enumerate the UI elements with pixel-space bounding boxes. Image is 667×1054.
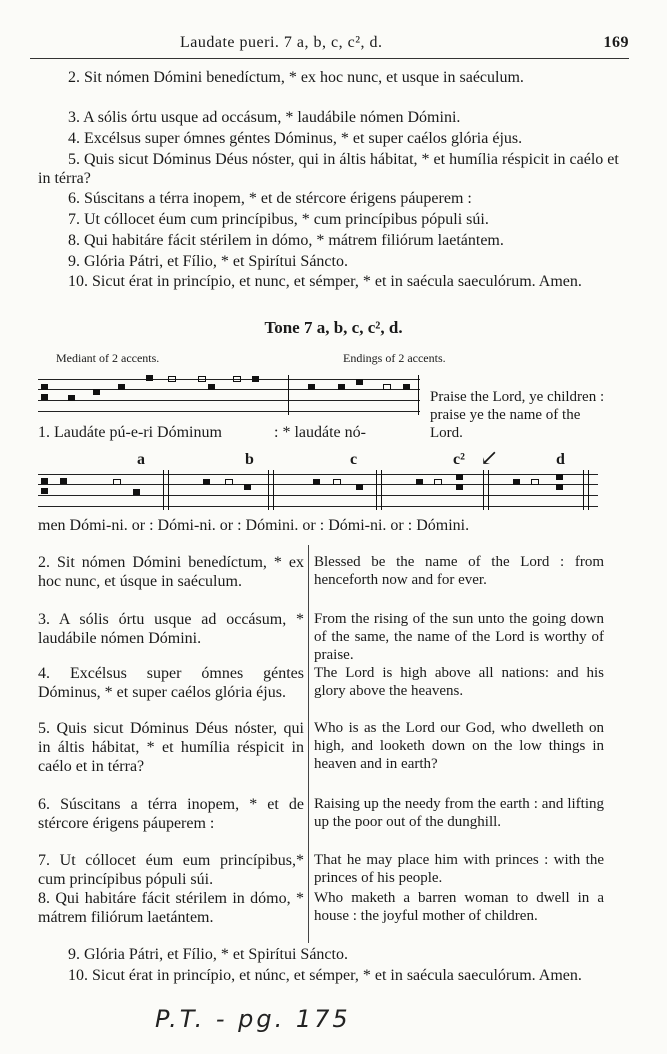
english-verse-4: The Lord is high above all nations: and his glory above the heavens. xyxy=(314,665,604,699)
latin-verse-6: 6. Súscitans a térra inopem, * et de stércore érigens páuperem : xyxy=(38,796,304,832)
c-clef xyxy=(41,384,48,390)
english-verse-6: Raising up the needy from the earth : and lifting up the poor out of the dunghill. xyxy=(314,796,604,830)
chant-staff-1 xyxy=(38,375,420,415)
verse-7: 7. Ut cóllocet éum cum princípibus, * cum princípibus pópuli súi. xyxy=(68,211,489,228)
english-verse-7: That he may place him with princes : with the princes of his people. xyxy=(314,852,604,886)
running-head xyxy=(30,34,629,56)
verse-10: 10. Sicut érat in princípio, et nunc, et sémper, * et in saécula saeculórum. Amen. xyxy=(68,273,582,290)
verse-6: 6. Súscitans a térra inopem, * et de stércore érigens páuperem : xyxy=(68,190,472,207)
ending-letter-c2: c² xyxy=(453,451,465,468)
verse-9-bottom: 9. Glória Pátri, et Fílio, * et Spirítui Sáncto. xyxy=(68,946,348,963)
header-rule xyxy=(30,58,629,59)
handwritten-note: P.T. - pg. 175 xyxy=(155,1005,351,1033)
verse-2: 2. Sit nómen Dómini benedíctum, * ex hoc nunc, et usque in saéculum. xyxy=(68,69,524,86)
ending-letter-c: c xyxy=(350,451,358,468)
column-divider xyxy=(308,545,309,943)
verse-9: 9. Glória Pátri, et Fílio, * et Spirítui Sáncto. xyxy=(68,253,348,270)
verse-8: 8. Qui habitáre fácit stérilem in dómo, * mátrem filiórum laetántem. xyxy=(68,232,504,249)
page-number: 169 xyxy=(603,34,629,51)
side-translation: Praise the Lord, ye children : praise ye the name of the Lord. xyxy=(430,389,605,441)
mediant-label: Mediant of 2 accents. xyxy=(56,351,160,365)
latin-verse-3: 3. A sólis órtu usque ad occásum, * laudábile nómen Dómini. xyxy=(38,611,304,647)
ending-letter-a: a xyxy=(137,451,145,468)
pencil-arrow-icon: ↙ xyxy=(480,445,499,470)
verse-4: 4. Excélsus super ómnes géntes Dóminus, * et super caélos glória éjus. xyxy=(68,130,523,147)
latin-verse-5: 5. Quis sicut Dóminus Déus nóster, qui in áltis hábitat, * et humília réspicit in caélo et in térra? xyxy=(38,720,304,775)
tone-heading: Tone 7 a, b, c, c², d. xyxy=(264,318,403,337)
staff2-lyrics: men Dómi-ni. or : Dómi-ni. or : Dómini. or : Dómi-ni. or : Dómini. xyxy=(38,517,470,534)
verse-10-bottom: 10. Sicut érat in princípio, et núnc, et sémper, * et in saécula saeculórum. Amen. xyxy=(68,967,582,984)
latin-verse-8: 8. Qui habitáre fácit stérilem in dómo, * mátrem filiórum laetántem. xyxy=(38,890,304,926)
latin-verse-2: 2. Sit nómen Dómini benedíctum, * ex hoc nunc, et úsque in saéculum. xyxy=(38,554,304,590)
endings-label: Endings of 2 accents. xyxy=(343,351,446,365)
english-verse-3: From the rising of the sun unto the going down of the same, the name of the Lord is worthy of praise. xyxy=(314,611,604,663)
ending-letter-b: b xyxy=(245,451,254,468)
latin-verse-7: 7. Ut cóllocet éum eum princípibus,* cum princípibus pópuli súi. xyxy=(38,852,304,888)
english-verse-5: Who is as the Lord our God, who dwelleth on high, and looketh down on the low things in heaven and in earth? xyxy=(314,720,604,772)
latin-verse-4: 4. Excélsus super ómnes géntes Dóminus, * et super caélos glória éjus. xyxy=(38,665,304,701)
staff1-flex-lyric: : * laudáte nó- xyxy=(274,424,366,441)
verse-3: 3. A sólis órtu usque ad occásum, * laudábile nómen Dómini. xyxy=(68,109,461,126)
english-verse-2: Blessed be the name of the Lord : from henceforth now and for ever. xyxy=(314,554,604,588)
verse-5: 5. Quis sicut Dóminus Déus nóster, qui in áltis hábitat, * et humília réspicit in caélo et in térra? xyxy=(38,151,619,187)
english-verse-8: Who maketh a barren woman to dwell in a house : the joyful mother of children. xyxy=(314,890,604,924)
c-clef-2 xyxy=(41,478,48,484)
chant-staff-2 xyxy=(38,470,598,510)
running-title: Laudate pueri. 7 a, b, c, c², d. xyxy=(180,34,383,51)
staff1-intonation-lyric: 1. Laudáte pú-e-ri Dóminum xyxy=(38,424,222,441)
ending-letter-d: d xyxy=(556,451,565,468)
